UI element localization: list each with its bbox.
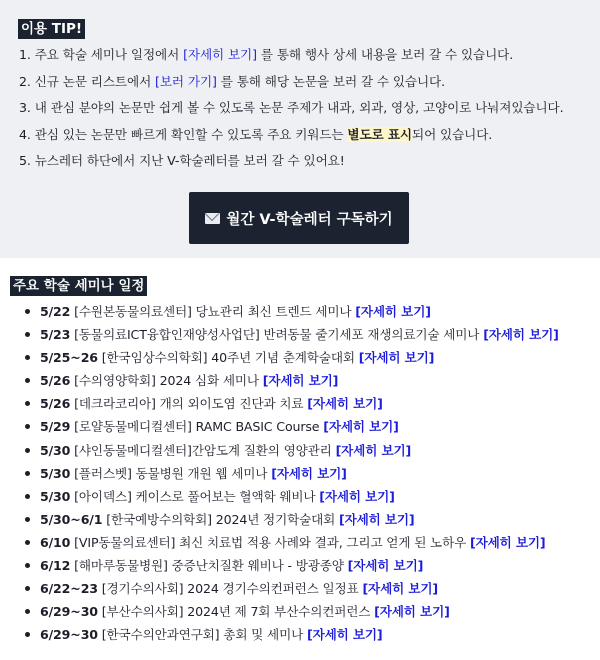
event-title: [수원본동물의료센터] 당뇨관리 최신 트렌드 세미나 bbox=[74, 304, 352, 319]
event-date: 5/30 bbox=[40, 488, 71, 504]
tip-item bbox=[19, 73, 594, 91]
event-title: [로얄동물메디컬센터] RAMC BASIC Course bbox=[74, 419, 320, 435]
schedule-item bbox=[0, 508, 600, 531]
schedule-item bbox=[0, 462, 600, 485]
go-link[interactable]: [보러 가기] bbox=[155, 74, 217, 89]
detail-link[interactable]: [자세히 보기] bbox=[306, 627, 383, 643]
schedule-tag: 주요 학술 세미나 일정 bbox=[10, 276, 147, 296]
detail-link[interactable]: [자세히 보기] bbox=[339, 511, 415, 527]
schedule-item bbox=[0, 623, 600, 646]
tip-text: 내 관심 분야의 논문만 쉽게 볼 수 있도록 논문 주제가 내과, 외과, 영상, 고양이로 나눠져있습니다. bbox=[34, 100, 564, 115]
tip-text: 를 통해 행사 상세 내용을 보러 갈 수 있습니다. bbox=[260, 47, 514, 62]
event-date: 5/22 bbox=[40, 304, 71, 319]
schedule-item bbox=[0, 415, 600, 438]
detail-link[interactable]: [자세히 보기] bbox=[262, 373, 339, 389]
schedule-item bbox=[0, 577, 600, 600]
envelope-icon bbox=[205, 213, 220, 224]
schedule-item bbox=[0, 323, 600, 346]
detail-link[interactable]: [자세히 보기] bbox=[319, 488, 395, 504]
event-date: 6/10 bbox=[40, 534, 71, 550]
detail-link[interactable]: [자세히 보기] bbox=[483, 327, 559, 343]
event-date: 5/29 bbox=[40, 419, 71, 435]
schedule-item bbox=[0, 346, 600, 369]
tip-text: 되어 있습니다. bbox=[412, 127, 493, 142]
event-title: [해마루동물병원] 중증난치질환 웨비나 - 방광종양 bbox=[74, 558, 344, 574]
tip-number: 2. bbox=[19, 74, 31, 89]
schedule-item bbox=[0, 485, 600, 508]
schedule-item bbox=[0, 600, 600, 623]
tip-text: 뉴스레터 하단에서 지난 V-학술레터를 보러 갈 수 있어요! bbox=[34, 153, 345, 168]
event-date: 5/30 bbox=[40, 465, 71, 481]
event-title: [데크라코리아] 개의 외이도염 진단과 치료 bbox=[74, 396, 304, 412]
schedule-item bbox=[0, 531, 600, 554]
event-title: [플러스벳] 동물병원 개원 웹 세미나 bbox=[74, 465, 268, 481]
event-title: [샤인동물메디컬센터]간암도계 질환의 영양관리 bbox=[74, 442, 332, 458]
event-title: [경기수의사회] 2024 경기수의컨퍼런스 일정표 bbox=[101, 581, 359, 597]
event-date: 5/30 bbox=[40, 442, 71, 458]
event-date: 5/26 bbox=[40, 396, 71, 412]
event-date: 6/29~30 bbox=[40, 627, 98, 643]
tips-tag: 이용 TIP! bbox=[18, 19, 85, 39]
detail-link[interactable]: [자세히 보기] bbox=[358, 350, 435, 366]
tips-section bbox=[0, 0, 600, 258]
event-date: 5/26 bbox=[40, 373, 71, 389]
detail-link[interactable]: [자세히 보기] bbox=[469, 534, 546, 550]
event-date: 6/29~30 bbox=[40, 604, 98, 620]
schedule-list bbox=[0, 300, 600, 646]
tip-text: 를 통해 해당 논문을 보러 갈 수 있습니다. bbox=[220, 74, 446, 89]
tip-item bbox=[19, 152, 594, 170]
schedule-item bbox=[0, 554, 600, 577]
event-title: [한국수의안과연구회] 총회 및 세미나 bbox=[101, 627, 304, 643]
tip-item bbox=[19, 99, 594, 117]
tip-item bbox=[19, 126, 594, 144]
event-date: 6/12 bbox=[40, 558, 71, 574]
detail-link[interactable]: [자세히 보기] bbox=[347, 558, 424, 574]
tip-number: 3. bbox=[19, 100, 31, 115]
event-date: 5/30~6/1 bbox=[40, 511, 103, 527]
schedule-item bbox=[0, 300, 600, 323]
subscribe-label: 월간 V-학술레터 구독하기 bbox=[226, 211, 393, 228]
event-date: 5/23 bbox=[40, 327, 71, 343]
tip-text: 관심 있는 논문만 빠르게 확인할 수 있도록 주요 키워드는 bbox=[34, 127, 344, 142]
event-title: [아이덱스] 케이스로 풀어보는 혈액학 웨비나 bbox=[74, 488, 316, 504]
subscribe-button[interactable] bbox=[189, 192, 409, 244]
detail-link[interactable]: [자세히 보기] bbox=[307, 396, 383, 412]
schedule-item bbox=[0, 392, 600, 415]
event-title: [VIP동물의료센터] 최신 치료법 적용 사례와 결과, 그리고 얻게 된 노하우 bbox=[74, 534, 467, 550]
tip-number: 5. bbox=[19, 153, 31, 168]
highlight-text: 별도로 표시 bbox=[347, 127, 412, 142]
detail-link[interactable]: [자세히 보기] bbox=[183, 47, 257, 62]
event-date: 5/25~26 bbox=[40, 350, 98, 366]
schedule-item bbox=[0, 369, 600, 392]
tip-text: 신규 논문 리스트에서 bbox=[34, 74, 152, 89]
detail-link[interactable]: [자세히 보기] bbox=[335, 442, 412, 458]
event-title: [부산수의사회] 2024년 제 7회 부산수의컨퍼런스 bbox=[101, 604, 371, 620]
tip-number: 4. bbox=[19, 127, 31, 142]
tip-number: 1. bbox=[19, 47, 31, 62]
event-title: [수의영양학회] 2024 심화 세미나 bbox=[74, 373, 259, 389]
schedule-item bbox=[0, 439, 600, 462]
event-date: 6/22~23 bbox=[40, 581, 98, 597]
event-title: [한국임상수의학회] 40주년 기념 춘계학술대회 bbox=[101, 350, 355, 366]
detail-link[interactable]: [자세히 보기] bbox=[323, 419, 399, 435]
detail-link[interactable]: [자세히 보기] bbox=[271, 465, 347, 481]
tip-item bbox=[19, 46, 594, 64]
tip-text: 주요 학술 세미나 일정에서 bbox=[34, 47, 180, 62]
detail-link[interactable]: [자세히 보기] bbox=[374, 604, 450, 620]
detail-link[interactable]: [자세히 보기] bbox=[355, 304, 431, 319]
event-title: [한국예방수의학회] 2024년 정기학술대회 bbox=[106, 511, 336, 527]
detail-link[interactable]: [자세히 보기] bbox=[362, 581, 438, 597]
event-title: [동물의료ICT융합인재양성사업단] 반려동물 줄기세포 재생의료기술 세미나 bbox=[74, 327, 480, 343]
